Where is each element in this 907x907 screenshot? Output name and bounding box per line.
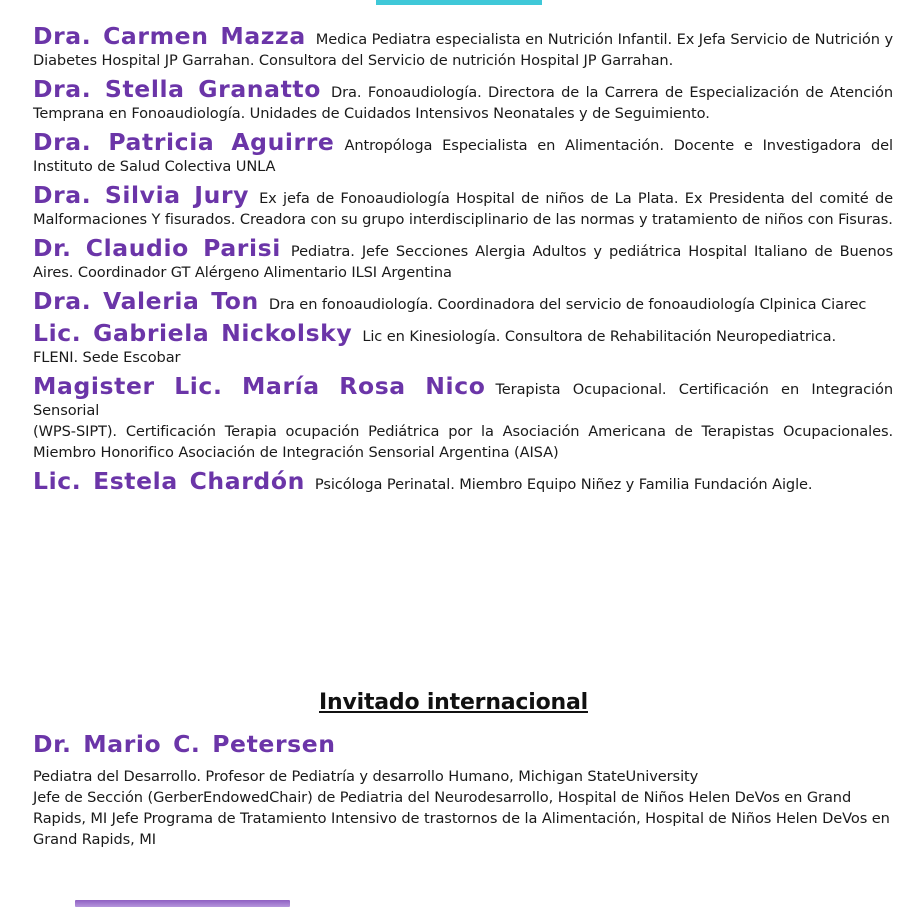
- speaker-description-extra: FLENI. Sede Escobar: [33, 349, 181, 366]
- international-guest: [33, 730, 893, 850]
- speaker-name: Lic. Estela Chardón: [33, 467, 305, 495]
- speaker-entry: [33, 467, 893, 495]
- speaker-name: Dra. Stella Granatto: [33, 75, 321, 103]
- speaker-description: Ex jefa de Fonoaudiología Hospital de niños de La Plata. Ex Presidenta del comité de Malformaciones Y fisurados. Creadora con su grupo interdisciplinario de las normas y tratamiento de niños con Fisuras.: [33, 190, 893, 228]
- international-guest-name: Dr. Mario C. Petersen: [33, 730, 336, 758]
- speaker-entry: [33, 75, 893, 124]
- speaker-name: Magister Lic. María Rosa Nico: [33, 372, 486, 400]
- speaker-name: Dra. Silvia Jury: [33, 181, 250, 209]
- speaker-description-extra: (WPS-SIPT). Certificación Terapia ocupación Pediátrica por la Asociación Americana de Terapistas Ocupacionales. Miembro Honorifico Asociación de Integración Sensorial Argentina (AISA): [33, 423, 893, 461]
- speaker-entry: [33, 372, 893, 463]
- speaker-entry: [33, 128, 893, 177]
- speaker-description: Dra. Fonoaudiología. Directora de la Carrera de Especialización de Atención Temprana en Fonoaudiología. Unidades de Cuidados Intensivos Neonatales y de Seguimiento.: [33, 84, 893, 122]
- speaker-name: Dra. Valeria Ton: [33, 287, 259, 315]
- speaker-description: Antropóloga Especialista en Alimentación. Docente e Investigadora del Instituto de Salud Colectiva UNLA: [33, 137, 893, 175]
- international-guest-heading: Invitado internacional: [319, 690, 588, 715]
- speaker-list: [33, 22, 894, 503]
- speaker-name: Dr. Claudio Parisi: [33, 234, 281, 262]
- speaker-entry: [33, 319, 893, 368]
- international-guest-line: Pediatra del Desarrollo. Profesor de Pediatría y desarrollo Humano, Michigan StateUniversity: [33, 768, 699, 785]
- speaker-entry: [33, 181, 893, 230]
- speaker-description: Medica Pediatra especialista en Nutrición Infantil. Ex Jefa Servicio de Nutrición y Diabetes Hospital JP Garrahan. Consultora del Servicio de nutrición Hospital JP Garrahan.: [33, 31, 894, 69]
- speaker-name: Dra. Patricia Aguirre: [33, 128, 335, 156]
- speaker-description: Psicóloga Perinatal. Miembro Equipo Niñez y Familia Fundación Aigle.: [314, 476, 813, 493]
- speaker-entry: [33, 22, 894, 71]
- cut-off-footer-text: [75, 900, 290, 907]
- speaker-entry: [33, 234, 893, 283]
- speaker-description: Terapista Ocupacional. Certificación en Integración Sensorial: [33, 381, 893, 419]
- international-guest-line: Jefe de Sección (GerberEndowedChair) de Pediatria del Neurodesarrollo, Hospital de Niños Helen DeVos en Grand Rapids, MI Jefe Programa de Tratamiento Intensivo de trastornos de la Alimentación, Hospital de Niños Helen DeVos en Grand Rapids, MI: [33, 789, 890, 848]
- speaker-name: Lic. Gabriela Nickolsky: [33, 319, 353, 347]
- speaker-description: Lic en Kinesiología. Consultora de Rehabilitación Neuropediatrica.: [362, 328, 837, 345]
- speaker-description: Dra en fonoaudiología. Coordinadora del servicio de fonoaudiología Clpinica Ciarec: [268, 296, 867, 313]
- speaker-entry: [33, 287, 893, 315]
- top-accent-bar: [376, 0, 542, 5]
- speaker-name: Dra. Carmen Mazza: [33, 22, 306, 50]
- speaker-description: Pediatra. Jefe Secciones Alergia Adultos y pediátrica Hospital Italiano de Buenos Aires. Coordinador GT Alérgeno Alimentario ILSI Argentina: [33, 243, 893, 281]
